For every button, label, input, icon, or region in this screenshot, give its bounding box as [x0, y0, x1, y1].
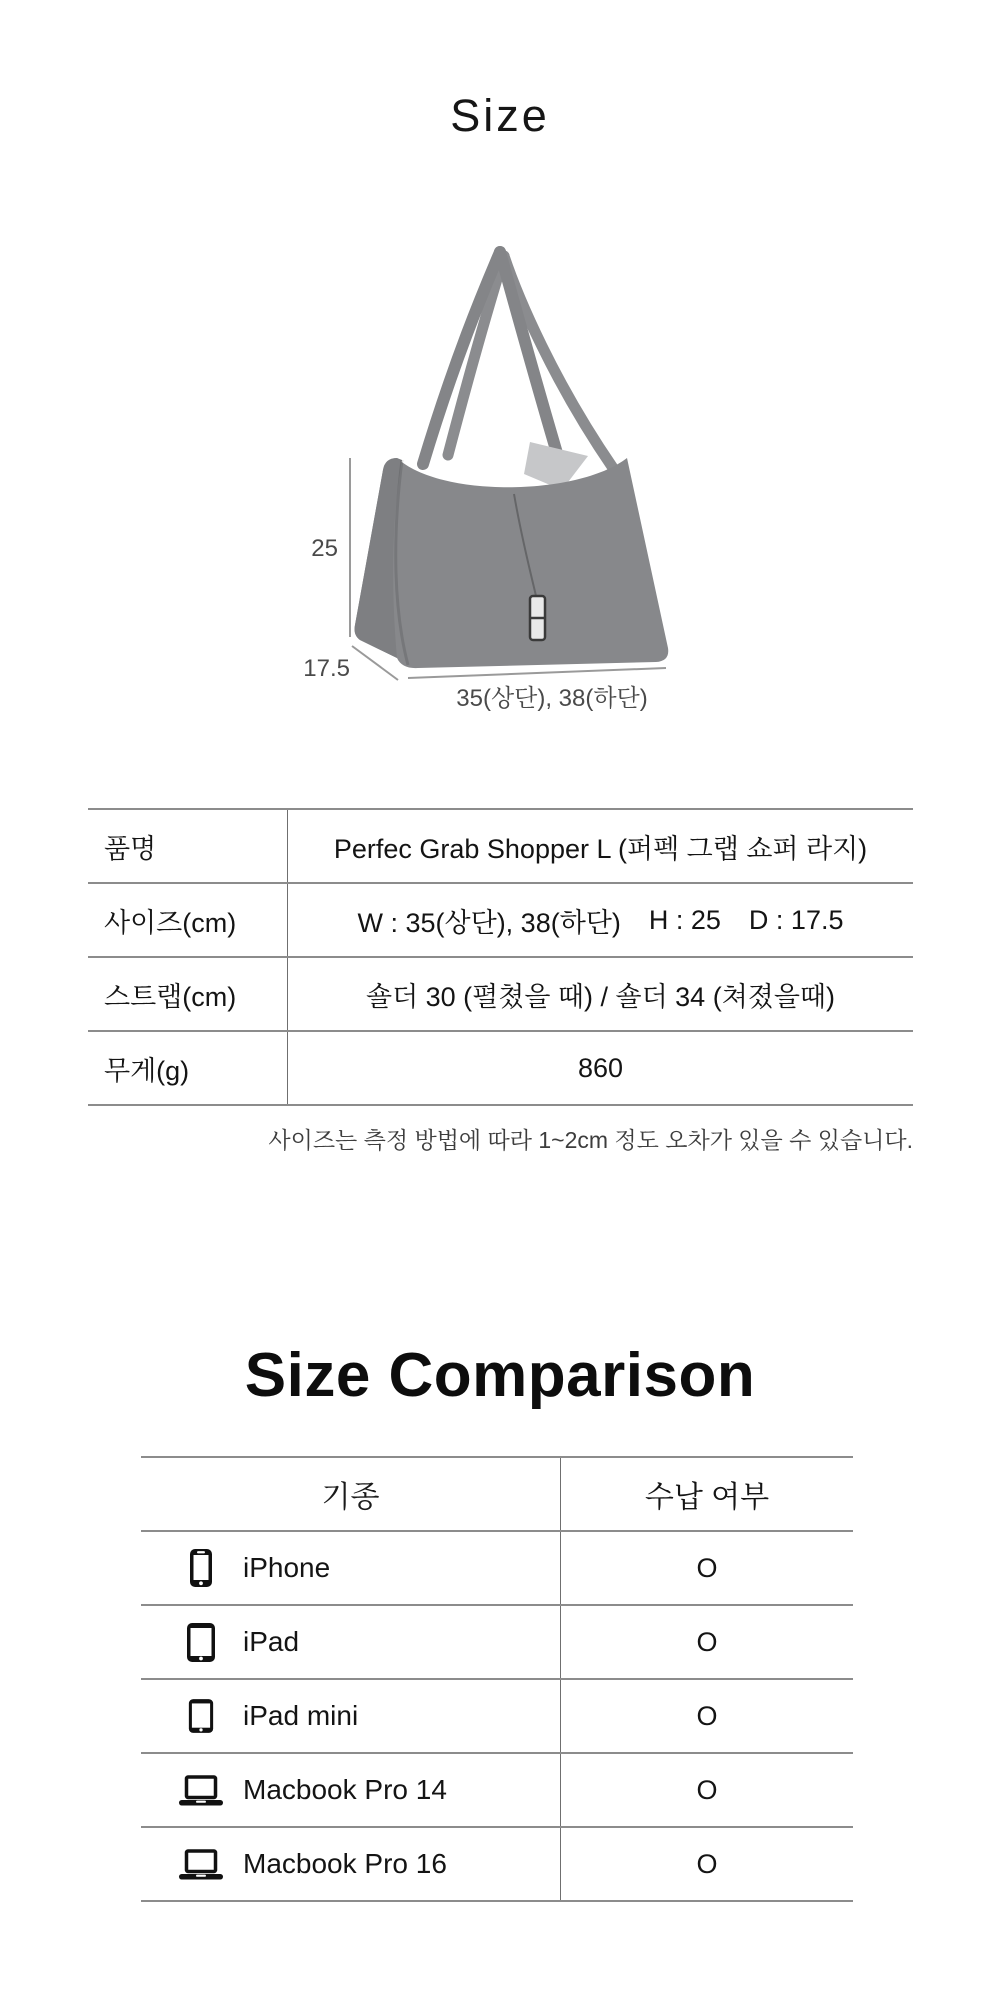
bag-buckle — [530, 596, 545, 640]
spec-row-value — [288, 810, 913, 882]
spec-value-text: 숄더 30 (펼쳤을 때) / 숄더 34 (쳐졌을때) — [365, 981, 836, 1012]
ipad-mini-icon — [177, 1698, 225, 1734]
spec-row-value — [288, 1032, 913, 1104]
fits-value — [561, 1754, 853, 1826]
spec-table — [88, 808, 913, 1106]
table-row — [88, 882, 913, 956]
width-dimension-label: 35(상단), 38(하단) — [456, 685, 648, 712]
height-dimension-label: 25 — [311, 535, 338, 562]
table-row — [88, 956, 913, 1030]
fits-value — [561, 1606, 853, 1678]
device-cell — [141, 1828, 561, 1900]
table-header-row — [141, 1456, 853, 1530]
depth-dimension-label: 17.5 — [303, 655, 350, 682]
macbook-icon — [177, 1774, 225, 1806]
ipad-icon — [177, 1622, 225, 1663]
spec-value-text: Perfec Grab Shopper L (퍼펙 그랩 쇼퍼 라지) — [333, 833, 868, 864]
fits-value-text: O — [696, 1774, 718, 1805]
table-row — [88, 1030, 913, 1104]
device-cell — [141, 1680, 561, 1752]
bag-illustration — [290, 240, 710, 720]
spec-row-label: 사이즈(cm) — [88, 884, 288, 956]
iphone-icon — [177, 1548, 225, 1588]
size-comparison-table — [141, 1456, 853, 1902]
macbook-icon — [177, 1848, 225, 1880]
table-row — [88, 808, 913, 882]
spec-row-value — [288, 884, 913, 956]
device-cell — [141, 1606, 561, 1678]
spec-row-value — [288, 958, 913, 1030]
device-label: iPhone — [243, 1552, 331, 1583]
device-cell — [141, 1754, 561, 1826]
spec-value-part: D : 17.5 — [748, 904, 844, 935]
fits-value-text: O — [696, 1848, 718, 1879]
table-row — [141, 1826, 853, 1900]
spec-value-text: 860 — [577, 1052, 624, 1083]
page-title: Size — [450, 90, 550, 142]
spec-row-label: 무게(g) — [88, 1032, 288, 1104]
column-header-device: 기종 — [141, 1458, 561, 1530]
spec-row-label: 품명 — [88, 810, 288, 882]
bag-body — [355, 458, 669, 668]
table-row — [141, 1752, 853, 1826]
device-label: Macbook Pro 16 — [243, 1848, 447, 1879]
comparison-title: Size Comparison — [244, 1341, 756, 1411]
fits-value-text: O — [696, 1626, 718, 1657]
device-label: Macbook Pro 14 — [243, 1774, 447, 1805]
table-row — [141, 1530, 853, 1604]
column-header-fits: 수납 여부 — [644, 1481, 770, 1514]
table-row — [141, 1678, 853, 1752]
size-note: 사이즈는 측정 방법에 따라 1~2cm 정도 오차가 있을 수 있습니다. — [268, 1127, 913, 1153]
spec-value-part: W : 35(상단), 38(하단) — [357, 907, 621, 938]
fits-value-text: O — [696, 1552, 718, 1583]
device-cell — [141, 1532, 561, 1604]
fits-value — [561, 1828, 853, 1900]
table-row — [141, 1604, 853, 1678]
bag-straps — [423, 252, 613, 468]
spec-value-part: H : 25 — [648, 904, 721, 935]
device-label: iPad mini — [243, 1700, 359, 1731]
spec-row-label: 스트랩(cm) — [88, 958, 288, 1030]
fits-value — [561, 1680, 853, 1752]
fits-value — [561, 1532, 853, 1604]
device-label: iPad — [243, 1626, 300, 1657]
fits-value-text: O — [696, 1700, 718, 1731]
